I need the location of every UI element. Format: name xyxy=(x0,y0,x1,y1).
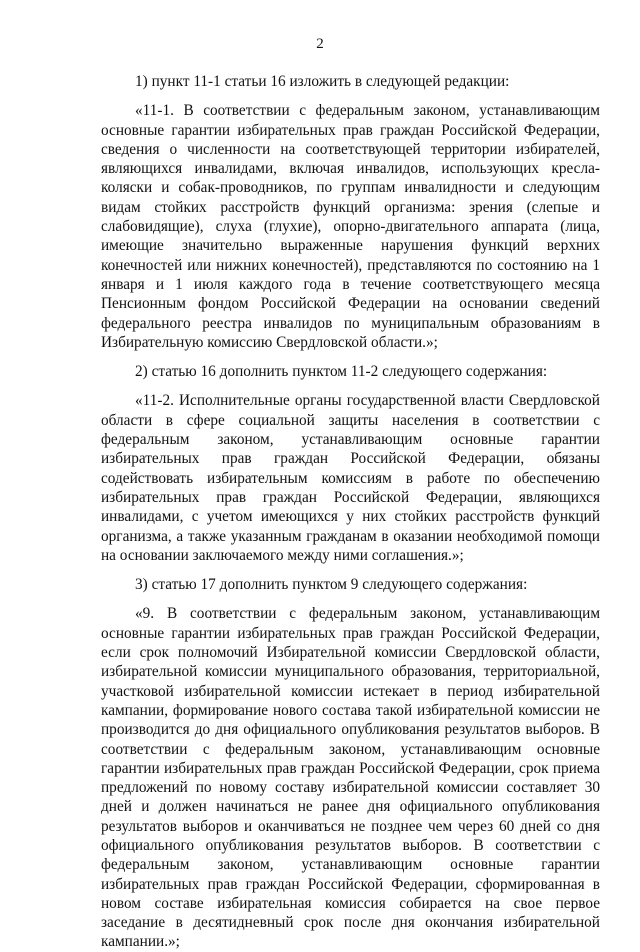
amendment-item-1: 1) пункт 11-1 статьи 16 изложить в следующей редакции: xyxy=(135,73,510,90)
page-number: 2 xyxy=(316,36,324,52)
amendment-item-2: 2) статью 16 дополнить пунктом 11-2 следующего содержания: xyxy=(135,363,548,381)
quoted-text-paragraph-11-1: «11-1. В соответствии с федеральным законом, устанавливающим основные гарантии избирательных прав граждан Российской Федерации, сведения о численности на соответствующей территории избирателей, являющихся инвалидами, включая инвалидов, использующих кресла-коляски и собак-проводников, по группам инвалидности и следующим видам стойких расстройств функций организма: зрения (слепые и слабовидящие), слуха (глухие), опорно-двигательного аппарата (лица, имеющие значительно выраженные нарушения функций верхних конечностей или нижних конечностей), представляются по состоянию на 1 января и 1 июля каждого года в течение соответствующего месяца Пенсионным фондом Российской Федерации на основании сведений федерального реестра инвалидов по муниципальным образованиям в Избирательную комиссию Свердловской области.»; xyxy=(101,102,600,351)
quoted-text-paragraph-9: «9. В соответствии с федеральным законом, устанавливающим основные гарантии избирательных прав граждан Российской Федерации, если срок полномочий Избирательной комиссии Свердловской области, избирательной комиссии муниципального образования, территориальной, участковой избирательной комиссии истекает в период избирательной кампании, формирование нового состава такой избирательной комиссии не производится до дня официального опубликования результатов выборов. В соответствии с федеральным законом, устанавливающим основные гарантии избирательных прав граждан Российской Федерации, срок приема предложений по новому составу избирательной комиссии составляет 30 дней и должен начинаться не ранее дня официального опубликования результатов выборов и оканчиваться не позднее чем через 60 дней со дня официального опубликования результатов выборов. В соответствии с федеральным законом, устанавливающим основные гарантии избирательных прав граждан Российской Федерации, сформированная в новом составе избирательная комиссия собирается на свое первое заседание в десятидневный срок после дня окончания избирательной кампании.»; xyxy=(101,605,600,951)
quoted-text-paragraph-11-2: «11-2. Исполнительные органы государственной власти Свердловской области в сфере социальной защиты населения в соответствии с федеральным законом, устанавливающим основные гарантии избирательных прав граждан Российской Федерации, обязаны содействовать избирательным комиссиям в работе по обеспечению избирательных прав граждан Российской Федерации, являющихся инвалидами, с учетом имеющихся у них стойких расстройств функций организма, а также указанным гражданам в оказании необходимой помощи на основании заключаемого между ними соглашения.»; xyxy=(101,392,600,564)
amendment-item-3: 3) статью 17 дополнить пунктом 9 следующего содержания: xyxy=(135,576,528,594)
document-body xyxy=(101,72,600,952)
